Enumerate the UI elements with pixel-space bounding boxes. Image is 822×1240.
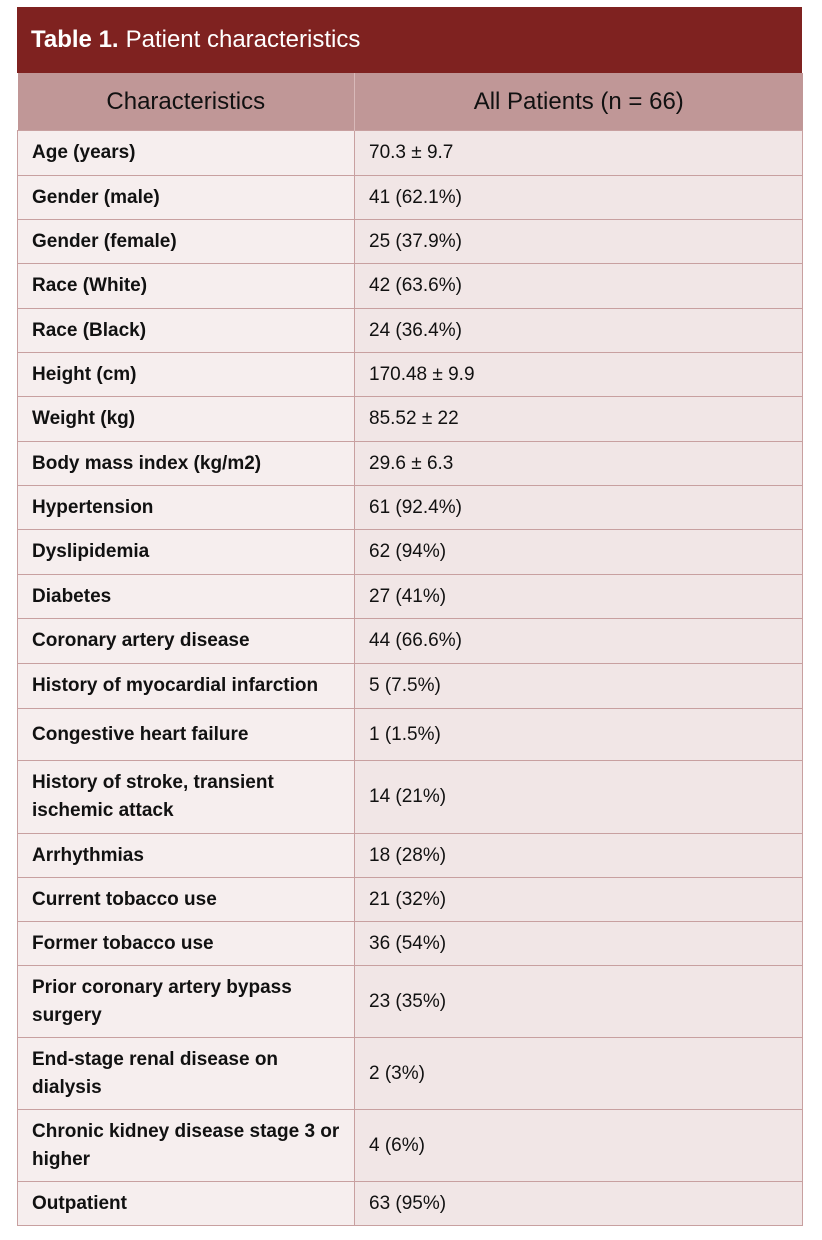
characteristic-label: Former tobacco use [18, 922, 355, 966]
characteristic-label: Current tobacco use [18, 878, 355, 922]
table-title [17, 7, 802, 73]
table-number: Table 1. [31, 26, 119, 53]
characteristic-label: Chronic kidney disease stage 3 or higher [18, 1110, 355, 1182]
characteristic-value: 61 (92.4%) [355, 486, 803, 530]
table-row [18, 878, 803, 922]
characteristic-value: 70.3 ± 9.7 [355, 131, 803, 176]
table-row [18, 834, 803, 878]
characteristic-value: 27 (41%) [355, 575, 803, 619]
patient-characteristics-table [17, 7, 802, 1226]
characteristic-value: 170.48 ± 9.9 [355, 353, 803, 397]
characteristic-value: 44 (66.6%) [355, 619, 803, 664]
characteristic-value: 18 (28%) [355, 834, 803, 878]
table-row [18, 397, 803, 442]
characteristic-label: History of stroke, transient ischemic attack [18, 761, 355, 834]
characteristic-label: Diabetes [18, 575, 355, 619]
characteristic-value: 24 (36.4%) [355, 309, 803, 353]
characteristic-label: Outpatient [18, 1182, 355, 1226]
characteristic-label: Gender (female) [18, 220, 355, 264]
table-caption: Patient characteristics [125, 26, 361, 53]
characteristic-label: Race (Black) [18, 309, 355, 353]
table-row [18, 922, 803, 966]
characteristic-label: Hypertension [18, 486, 355, 530]
characteristic-label: Race (White) [18, 264, 355, 309]
characteristic-label: End-stage renal disease on dialysis [18, 1038, 355, 1110]
characteristic-label: Body mass index (kg/m2) [18, 442, 355, 486]
characteristic-label: Age (years) [18, 131, 355, 176]
table-row [18, 619, 803, 664]
characteristic-value: 63 (95%) [355, 1182, 803, 1226]
table-row [18, 131, 803, 176]
table-row [18, 486, 803, 530]
characteristic-value: 14 (21%) [355, 761, 803, 834]
characteristic-label: Congestive heart failure [18, 709, 355, 761]
characteristic-value: 41 (62.1%) [355, 176, 803, 220]
table-row [18, 309, 803, 353]
characteristic-value: 21 (32%) [355, 878, 803, 922]
characteristic-label: History of myocardial infarction [18, 664, 355, 709]
characteristic-value: 62 (94%) [355, 530, 803, 575]
data-table [17, 73, 803, 1226]
table-row [18, 966, 803, 1038]
table-row [18, 1038, 803, 1110]
header-row [18, 73, 803, 131]
characteristic-value: 2 (3%) [355, 1038, 803, 1110]
characteristic-value: 29.6 ± 6.3 [355, 442, 803, 486]
table-row [18, 264, 803, 309]
table-row [18, 176, 803, 220]
characteristic-label: Prior coronary artery bypass surgery [18, 966, 355, 1038]
table-row [18, 761, 803, 834]
table-row [18, 530, 803, 575]
characteristic-label: Coronary artery disease [18, 619, 355, 664]
table-row [18, 1182, 803, 1226]
table-row [18, 220, 803, 264]
table-row [18, 709, 803, 761]
characteristic-value: 42 (63.6%) [355, 264, 803, 309]
characteristic-value: 4 (6%) [355, 1110, 803, 1182]
table-row [18, 1110, 803, 1182]
characteristic-value: 85.52 ± 22 [355, 397, 803, 442]
table-row [18, 353, 803, 397]
characteristic-value: 25 (37.9%) [355, 220, 803, 264]
characteristic-label: Gender (male) [18, 176, 355, 220]
characteristic-value: 5 (7.5%) [355, 664, 803, 709]
column-header-all-patients: All Patients (n = 66) [355, 73, 803, 131]
characteristic-label: Height (cm) [18, 353, 355, 397]
column-header-characteristics: Characteristics [18, 73, 355, 131]
characteristic-value: 1 (1.5%) [355, 709, 803, 761]
table-row [18, 575, 803, 619]
table-row [18, 664, 803, 709]
characteristic-label: Weight (kg) [18, 397, 355, 442]
table-row [18, 442, 803, 486]
characteristic-label: Arrhythmias [18, 834, 355, 878]
characteristic-value: 23 (35%) [355, 966, 803, 1038]
characteristic-value: 36 (54%) [355, 922, 803, 966]
characteristic-label: Dyslipidemia [18, 530, 355, 575]
